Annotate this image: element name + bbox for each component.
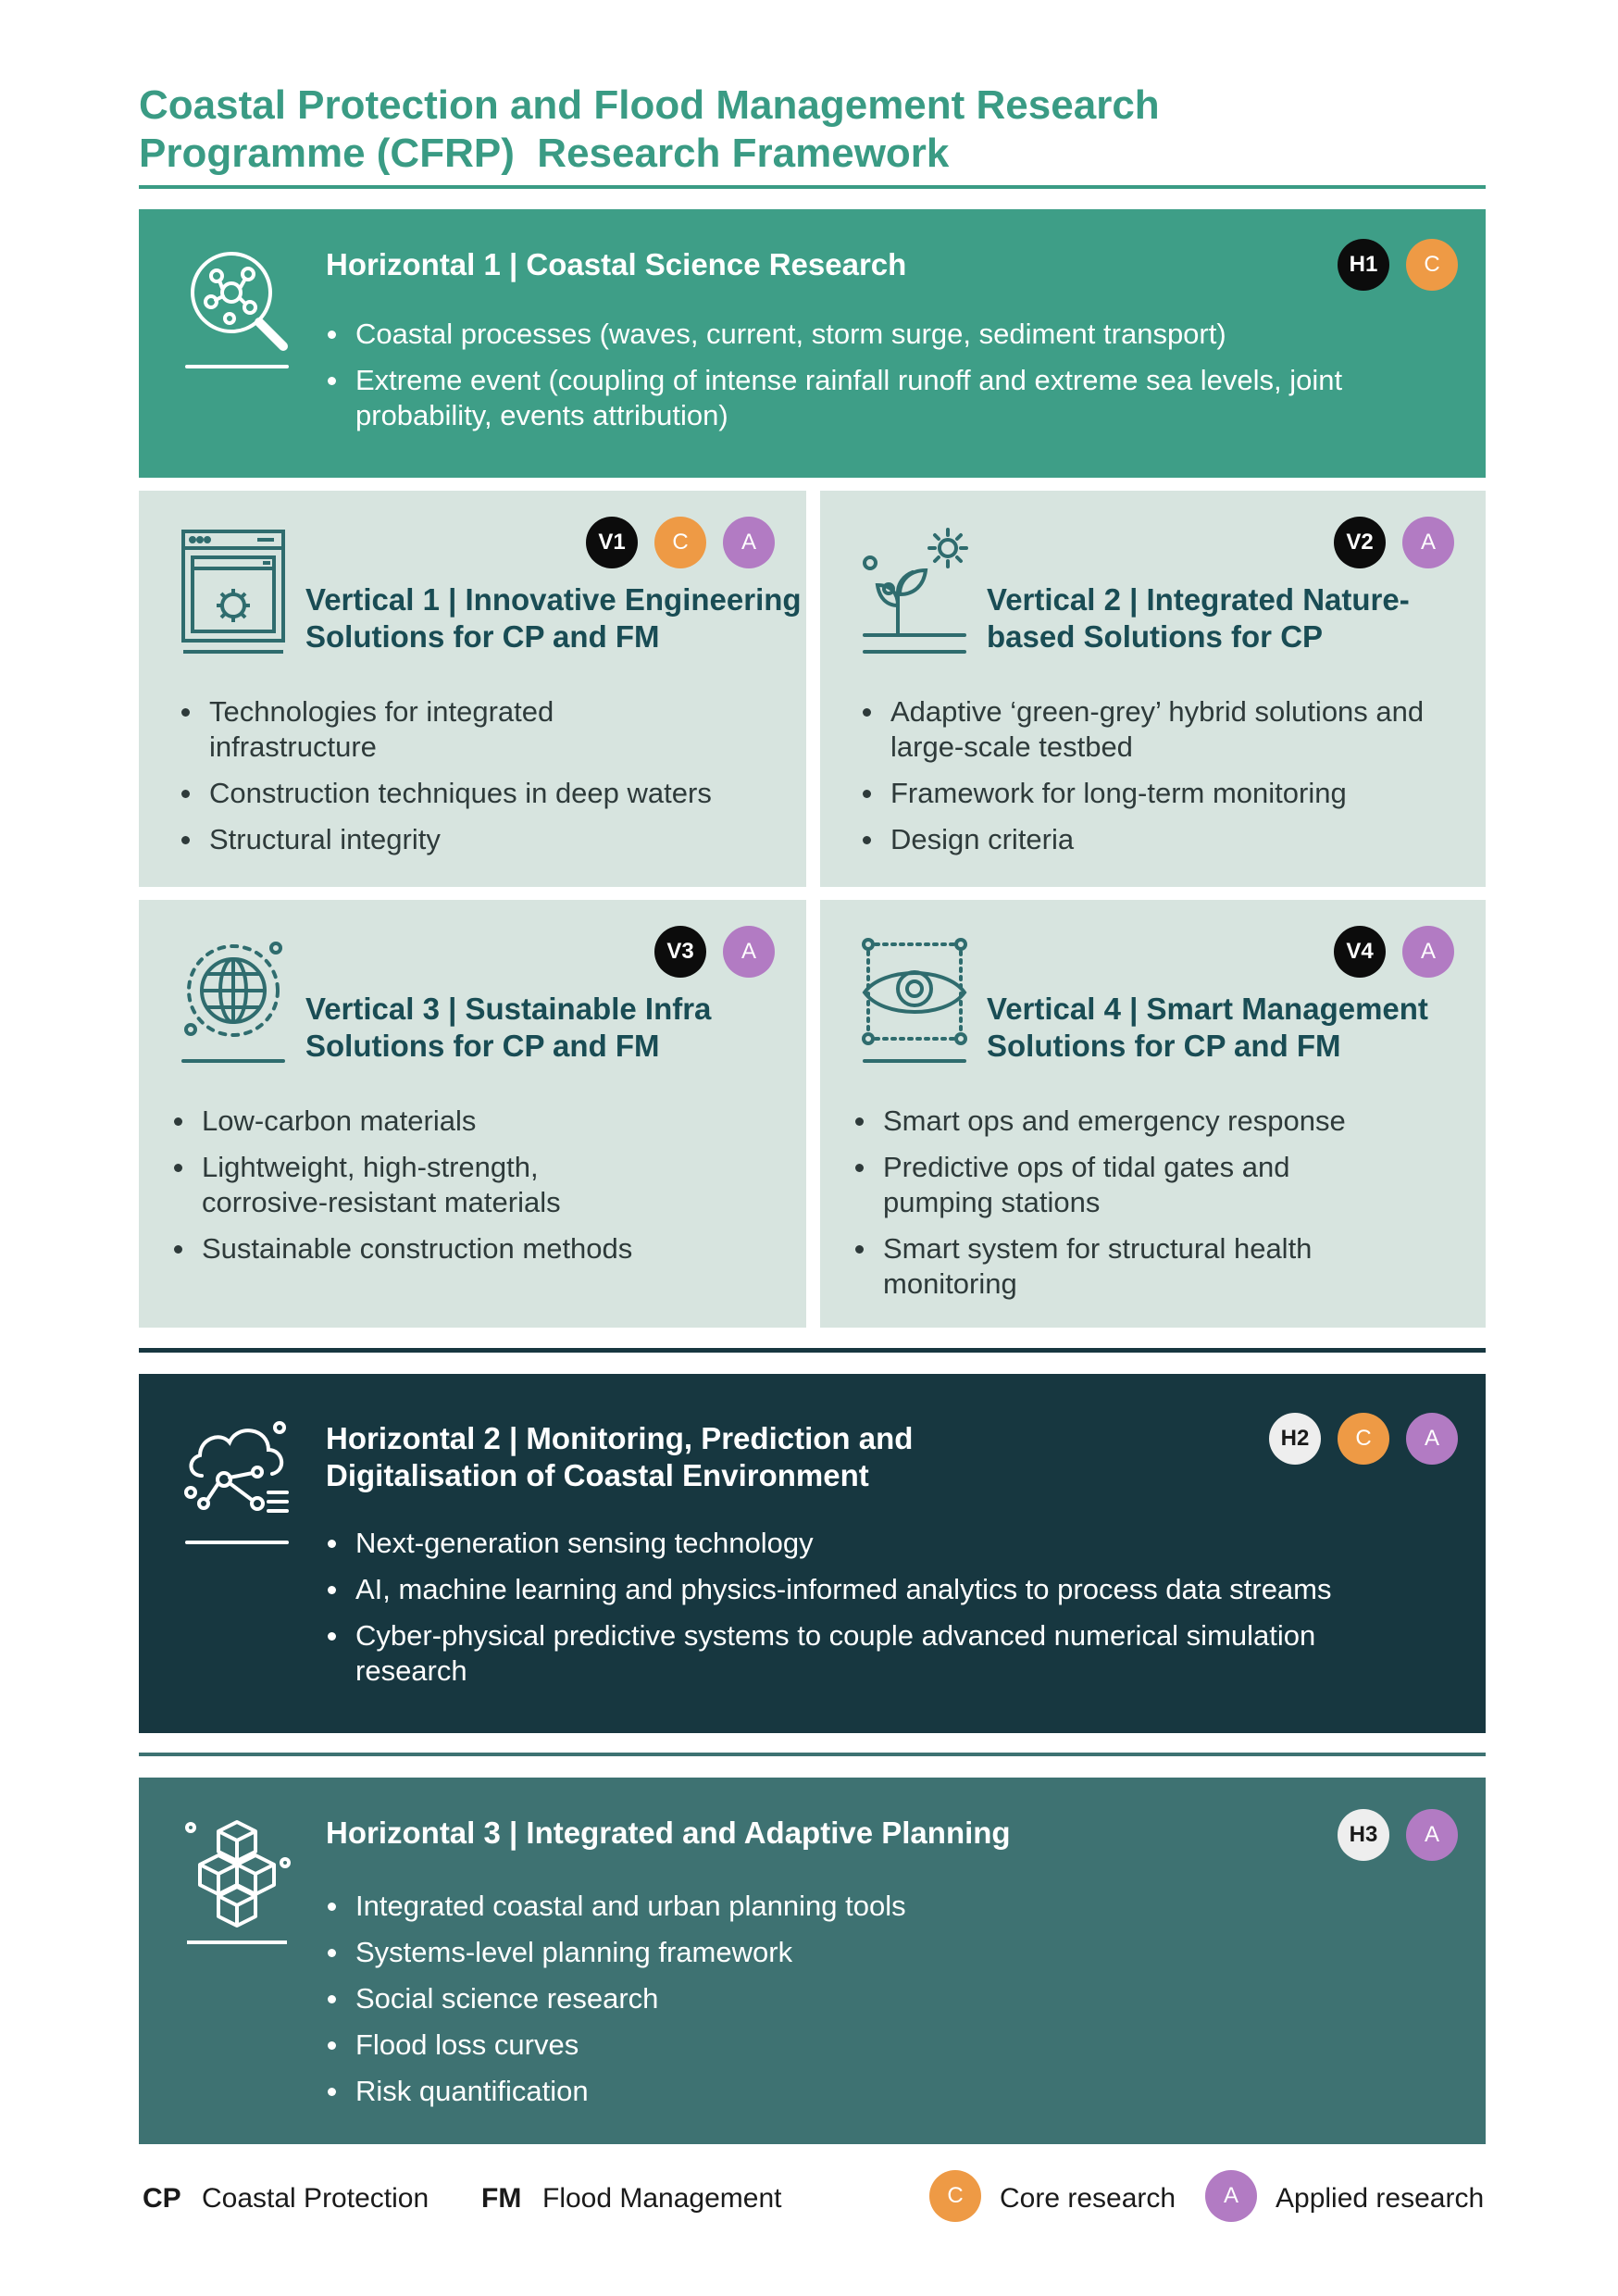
- vertical-3-list: [172, 1104, 765, 1278]
- legend-core-label: Core research: [1000, 2183, 1176, 2214]
- horizontal-1-panel: [139, 209, 1486, 478]
- vertical-2-panel: [820, 491, 1486, 887]
- engineering-screen-gear-icon: [180, 528, 291, 657]
- badge-v3: V3: [654, 926, 706, 978]
- horizontal-1-list: [326, 317, 1437, 444]
- vertical-4-badges: [1334, 926, 1454, 978]
- list-item: Design criteria: [861, 822, 1453, 857]
- list-item: Lightweight, high-strength, corrosive-resistant materials: [172, 1150, 607, 1220]
- horizontal-2-heading: Horizontal 2 | Monitoring, Prediction and Digitalisation of Coastal Environment: [326, 1421, 914, 1492]
- badge-core: C: [1338, 1413, 1389, 1465]
- microscope-search-icon: [183, 244, 294, 374]
- horizontal-1-badges: [1338, 239, 1458, 291]
- list-item: Smart ops and emergency response: [853, 1104, 1446, 1139]
- badge-h2: H2: [1269, 1413, 1321, 1465]
- list-item: Integrated coastal and urban planning tools: [326, 1889, 1251, 1924]
- badge-applied: A: [723, 926, 775, 978]
- stacked-cubes-icon: [183, 1818, 294, 1948]
- page-title-line-2: Programme (CFRP) Research Framework: [139, 131, 950, 176]
- badge-core: C: [1406, 239, 1458, 291]
- globe-network-icon: [180, 937, 291, 1067]
- badge-core: C: [654, 517, 706, 568]
- vertical-4-heading: Vertical 4 | Smart Management Solutions for CP and FM: [987, 992, 1428, 1063]
- cloud-data-network-icon: [183, 1418, 294, 1548]
- vertical-1-heading: Vertical 1 | Innovative Engineering Solutions for CP and FM: [305, 582, 802, 654]
- list-item: AI, machine learning and physics-informed analytics to process data streams: [326, 1572, 1464, 1607]
- horizontal-3-panel: [139, 1778, 1486, 2144]
- list-item: Low-carbon materials: [172, 1104, 765, 1139]
- vertical-4-list: [853, 1104, 1446, 1313]
- list-item: Cyber-physical predictive systems to couple advanced numerical simulation research: [326, 1618, 1381, 1689]
- plant-sun-icon: [861, 528, 972, 657]
- legend-applied-label: Applied research: [1276, 2183, 1485, 2214]
- horizontal-1-heading: Horizontal 1 | Coastal Science Research: [326, 247, 907, 281]
- list-item: Social science research: [326, 1981, 1251, 2016]
- legend-fm-label: Flood Management: [542, 2183, 782, 2214]
- list-item: Structural integrity: [180, 822, 772, 857]
- list-item: Technologies for integrated infrastructure: [180, 694, 615, 765]
- vertical-2-list: [861, 694, 1453, 868]
- list-item: Construction techniques in deep waters: [180, 776, 772, 811]
- badge-applied: A: [1406, 1413, 1458, 1465]
- list-item: Adaptive ‘green-grey’ hybrid solutions and large-scale testbed: [861, 694, 1435, 765]
- horizontal-2-panel: [139, 1374, 1486, 1733]
- title-divider: [139, 185, 1486, 189]
- list-item: Flood loss curves: [326, 2028, 1251, 2063]
- vertical-4-panel: [820, 900, 1486, 1328]
- badge-v1: V1: [586, 517, 638, 568]
- legend-fm-abbr: FM: [481, 2183, 522, 2214]
- badge-applied: A: [1406, 1809, 1458, 1861]
- list-item: Predictive ops of tidal gates and pumping stations: [853, 1150, 1335, 1220]
- page-title-line-1: Coastal Protection and Flood Management Research: [139, 82, 1160, 128]
- horizontal-3-heading: Horizontal 3 | Integrated and Adaptive Planning: [326, 1816, 1011, 1850]
- vertical-2-heading: Vertical 2 | Integrated Nature-based Solutions for CP: [987, 582, 1410, 654]
- vertical-1-badges: [586, 517, 775, 568]
- list-item: Coastal processes (waves, current, storm surge, sediment transport): [326, 317, 1437, 352]
- section-divider: [139, 1348, 1486, 1353]
- vertical-3-heading: Vertical 3 | Sustainable Infra Solutions for CP and FM: [305, 992, 712, 1063]
- horizontal-3-list: [326, 1889, 1251, 2120]
- legend-core-badge: C: [929, 2170, 981, 2222]
- list-item: Framework for long-term monitoring: [861, 776, 1453, 811]
- list-item: Systems-level planning framework: [326, 1935, 1251, 1970]
- list-item: Risk quantification: [326, 2074, 1251, 2109]
- vertical-1-panel: [139, 491, 806, 887]
- badge-h3: H3: [1338, 1809, 1389, 1861]
- badge-applied: A: [1402, 517, 1454, 568]
- list-item: Next-generation sensing technology: [326, 1526, 1464, 1561]
- vertical-3-badges: [654, 926, 775, 978]
- list-item: Smart system for structural health monitoring: [853, 1231, 1372, 1302]
- vertical-1-list: [180, 694, 772, 868]
- legend: [139, 2170, 1486, 2222]
- badge-applied: A: [1402, 926, 1454, 978]
- badge-v4: V4: [1334, 926, 1386, 978]
- legend-applied-badge: A: [1205, 2170, 1257, 2222]
- badge-applied: A: [723, 517, 775, 568]
- legend-cp-label: Coastal Protection: [202, 2183, 429, 2214]
- vertical-2-badges: [1334, 517, 1454, 568]
- horizontal-3-badges: [1338, 1809, 1458, 1861]
- badge-h1: H1: [1338, 239, 1389, 291]
- eye-monitor-icon: [861, 937, 972, 1067]
- horizontal-2-list: [326, 1526, 1464, 1700]
- list-item: Sustainable construction methods: [172, 1231, 765, 1267]
- section-divider: [139, 1753, 1486, 1756]
- legend-cp-abbr: CP: [143, 2183, 181, 2214]
- page-title: [139, 81, 1342, 178]
- badge-v2: V2: [1334, 517, 1386, 568]
- list-item: Extreme event (coupling of intense rainfall runoff and extreme sea levels, joint probability, events attribution): [326, 363, 1437, 433]
- vertical-3-panel: [139, 900, 806, 1328]
- horizontal-2-badges: [1269, 1413, 1458, 1465]
